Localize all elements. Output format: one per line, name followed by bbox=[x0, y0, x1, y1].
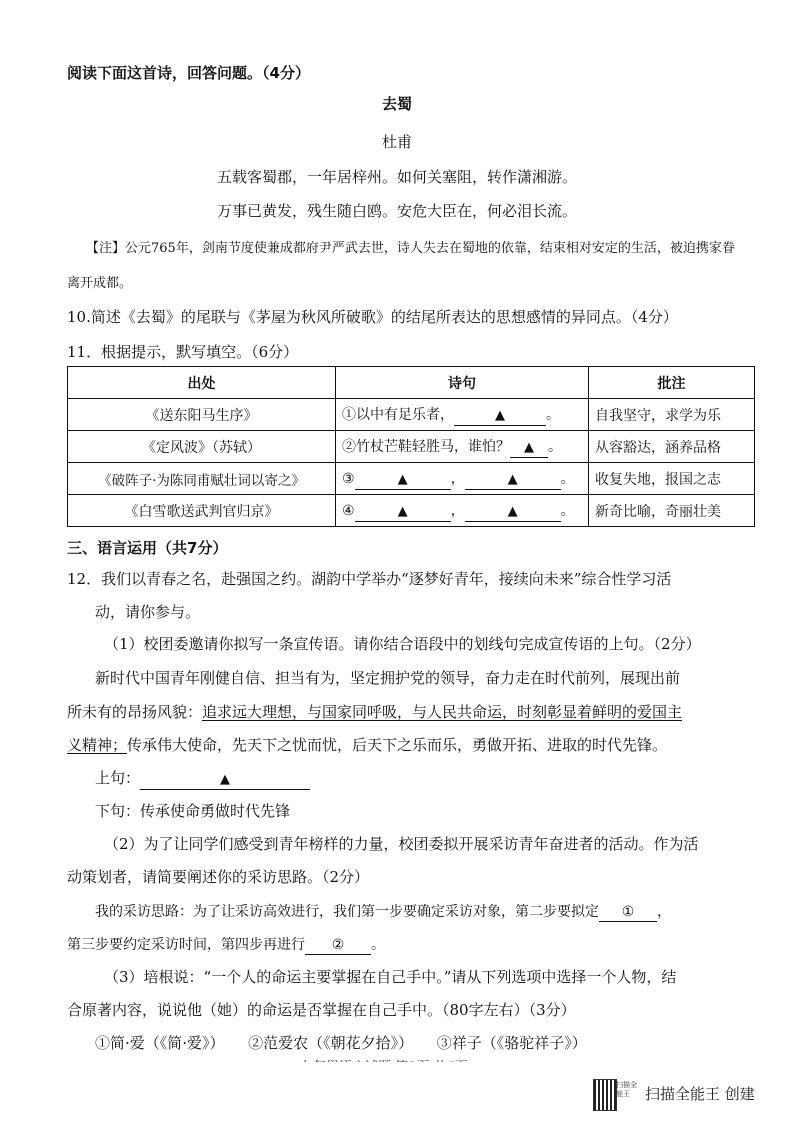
poem-instruction: 阅读下面这首诗，回答问题。（4分） bbox=[67, 64, 310, 82]
section-3-title: 三、语言运用（共7分） bbox=[67, 539, 228, 557]
question-12-line-1: 12．我们以青春之名，赴强国之约。湖韵中学举办“逐梦好青年，接续向未来”综合性学习活 bbox=[67, 570, 672, 588]
option-2: ②范爱农（《朝花夕拾》） bbox=[248, 1034, 414, 1052]
sub2-prompt-line-1: （2）为了让同学们感受到青年榜样的力量，校团委拟开展采访青年奋进者的活动。作为活 bbox=[104, 835, 699, 853]
sub3-prompt-line-1: （3）培根说：“一个人的命运主要掌握在自己手中。”请从下列选项中选择一个人物，结 bbox=[104, 968, 677, 986]
table-row bbox=[68, 463, 755, 495]
fill-blank[interactable] bbox=[355, 502, 451, 522]
sub1-prompt: （1）校团委邀请你拟写一条宣传语。请你结合语段中的划线句完成宣传语的上句。（2分） bbox=[104, 635, 701, 653]
option-1: ①简·爱（《简·爱》） bbox=[95, 1034, 225, 1052]
poem-line-2: 万事已黄发，残生随白鸥。安危大臣在，何必泪长流。 bbox=[216, 202, 577, 220]
header-note: 批注 bbox=[589, 367, 755, 399]
row-source: 《白雪歌送武判官归京》 bbox=[68, 495, 336, 527]
answer-text: 我的采访思路：为了让采访高效进行，我们第一步要确定采访对象，第二步要拟定 bbox=[95, 904, 599, 920]
verse-prefix: ①以中有足乐者， bbox=[342, 406, 454, 423]
answer-blank-1[interactable] bbox=[599, 903, 657, 922]
fill-blank[interactable] bbox=[465, 502, 561, 522]
dictation-table bbox=[67, 366, 755, 527]
triangle-icon: ▲ bbox=[495, 407, 505, 423]
table-row bbox=[68, 431, 755, 463]
poem-note-line-1: 【注】公元765年，剑南节度使兼成都府尹严武去世，诗人失去在蜀地的依靠，结束相对安定的生活，被迫携家眷 bbox=[86, 241, 735, 256]
triangle-icon: ▲ bbox=[397, 503, 408, 519]
question-10: 10.简述《去蜀》的尾联与《茅屋为秋风所破歌》的结尾所表达的思想感情的异同点。（4分） bbox=[67, 308, 678, 326]
answer-blank-2[interactable] bbox=[305, 936, 371, 955]
header-source: 出处 bbox=[68, 367, 336, 399]
sub2-answer-line-2 bbox=[67, 934, 385, 955]
fill-blank[interactable] bbox=[465, 470, 561, 490]
triangle-icon: ▲ bbox=[524, 439, 534, 455]
option-3: ③祥子（《骆驼祥子》） bbox=[436, 1034, 587, 1052]
row-note: 从容豁达，涵养品格 bbox=[589, 431, 755, 463]
paragraph-plain: 传承伟大使命，先天下之忧而忧，后天下之乐而乐，勇做开拓、进取的时代先锋。 bbox=[127, 736, 668, 754]
row-source: 《定风波》（苏轼） bbox=[68, 431, 336, 463]
verse-comma: ， bbox=[450, 470, 465, 487]
sub1-paragraph-line-3 bbox=[67, 734, 667, 755]
verse-end: 。 bbox=[548, 438, 562, 455]
verse-prefix: ②竹杖芒鞋轻胜马，谁怕？ bbox=[342, 438, 510, 455]
blank-number: ① bbox=[621, 904, 635, 920]
upper-line bbox=[95, 767, 310, 790]
verse-end: 。 bbox=[546, 406, 560, 423]
row-source: 《破阵子·为陈同甫赋壮词以寄之》 bbox=[68, 463, 336, 495]
verse-prefix: ③ bbox=[342, 470, 355, 487]
question-12-line-2: 动，请你参与。 bbox=[95, 603, 201, 621]
verse-comma: ， bbox=[450, 502, 465, 519]
sub3-prompt-line-2: 合原著内容，说说他（她）的命运是否掌握在自己手中。（80字左右）（3分） bbox=[67, 1001, 576, 1019]
row-verse bbox=[336, 463, 589, 495]
row-source: 《送东阳马生序》 bbox=[68, 399, 336, 431]
answer-period: 。 bbox=[371, 937, 385, 953]
triangle-icon: ▲ bbox=[220, 772, 231, 787]
sub1-paragraph-line-1: 新时代中国青年刚健自信、担当有为，坚定拥护党的领导，奋力走在时代前列，展现出前 bbox=[95, 669, 681, 687]
table-header-row bbox=[68, 367, 755, 399]
row-verse bbox=[336, 495, 589, 527]
table-row bbox=[68, 495, 755, 527]
fill-blank[interactable] bbox=[510, 438, 548, 458]
sub3-options bbox=[95, 1032, 587, 1053]
fill-blank[interactable] bbox=[454, 406, 546, 426]
paragraph-underlined: 义精神； bbox=[67, 736, 128, 754]
row-note: 自我坚守，求学为乐 bbox=[589, 399, 755, 431]
header-verse: 诗句 bbox=[336, 367, 589, 399]
upper-label: 上句： bbox=[95, 769, 141, 787]
fill-blank[interactable] bbox=[355, 470, 451, 490]
scanner-logo: 扫描全能王 bbox=[616, 1081, 637, 1098]
table-row bbox=[68, 399, 755, 431]
row-note: 收复失地，报国之志 bbox=[589, 463, 755, 495]
blank-number: ② bbox=[331, 937, 345, 953]
paragraph-plain: 所未有的昂扬风貌： bbox=[67, 703, 203, 721]
paragraph-underlined: 追求远大理想，与国家同呼吸，与人民共命运，时刻彰显着鲜明的爱国主 bbox=[202, 703, 683, 721]
answer-text: 第三步要约定采访时间，第四步再进行 bbox=[67, 937, 305, 953]
sub2-answer-line-1 bbox=[95, 901, 671, 922]
answer-comma: ， bbox=[657, 904, 671, 920]
row-note: 新奇比喻，奇丽壮美 bbox=[589, 495, 755, 527]
sub1-paragraph-line-2 bbox=[67, 701, 682, 722]
poem-author: 杜甫 bbox=[381, 133, 412, 151]
row-verse bbox=[336, 431, 589, 463]
row-verse bbox=[336, 399, 589, 431]
triangle-icon: ▲ bbox=[397, 471, 408, 487]
poem-note-line-2: 离开成都。 bbox=[67, 276, 133, 291]
verse-end: 。 bbox=[560, 502, 575, 519]
lower-line: 下句：传承使命勇做时代先锋 bbox=[95, 802, 291, 820]
verse-end: 。 bbox=[560, 470, 575, 487]
poem-line-1: 五载客蜀郡，一年居梓州。如何关塞阻，转作潇湘游。 bbox=[216, 168, 577, 186]
scanner-brand: 扫描全能王 创建 bbox=[645, 1085, 755, 1103]
upper-answer-blank[interactable] bbox=[140, 769, 310, 790]
poem-title: 去蜀 bbox=[381, 95, 412, 113]
question-11: 11．根据提示，默写填空。（6分） bbox=[67, 343, 299, 361]
triangle-icon: ▲ bbox=[507, 471, 518, 487]
verse-prefix: ④ bbox=[342, 502, 355, 519]
sub2-prompt-line-2: 动策划者，请简要阐述你的采访思路。（2分） bbox=[67, 868, 370, 886]
qr-code-icon bbox=[593, 1079, 617, 1111]
triangle-icon: ▲ bbox=[507, 503, 518, 519]
